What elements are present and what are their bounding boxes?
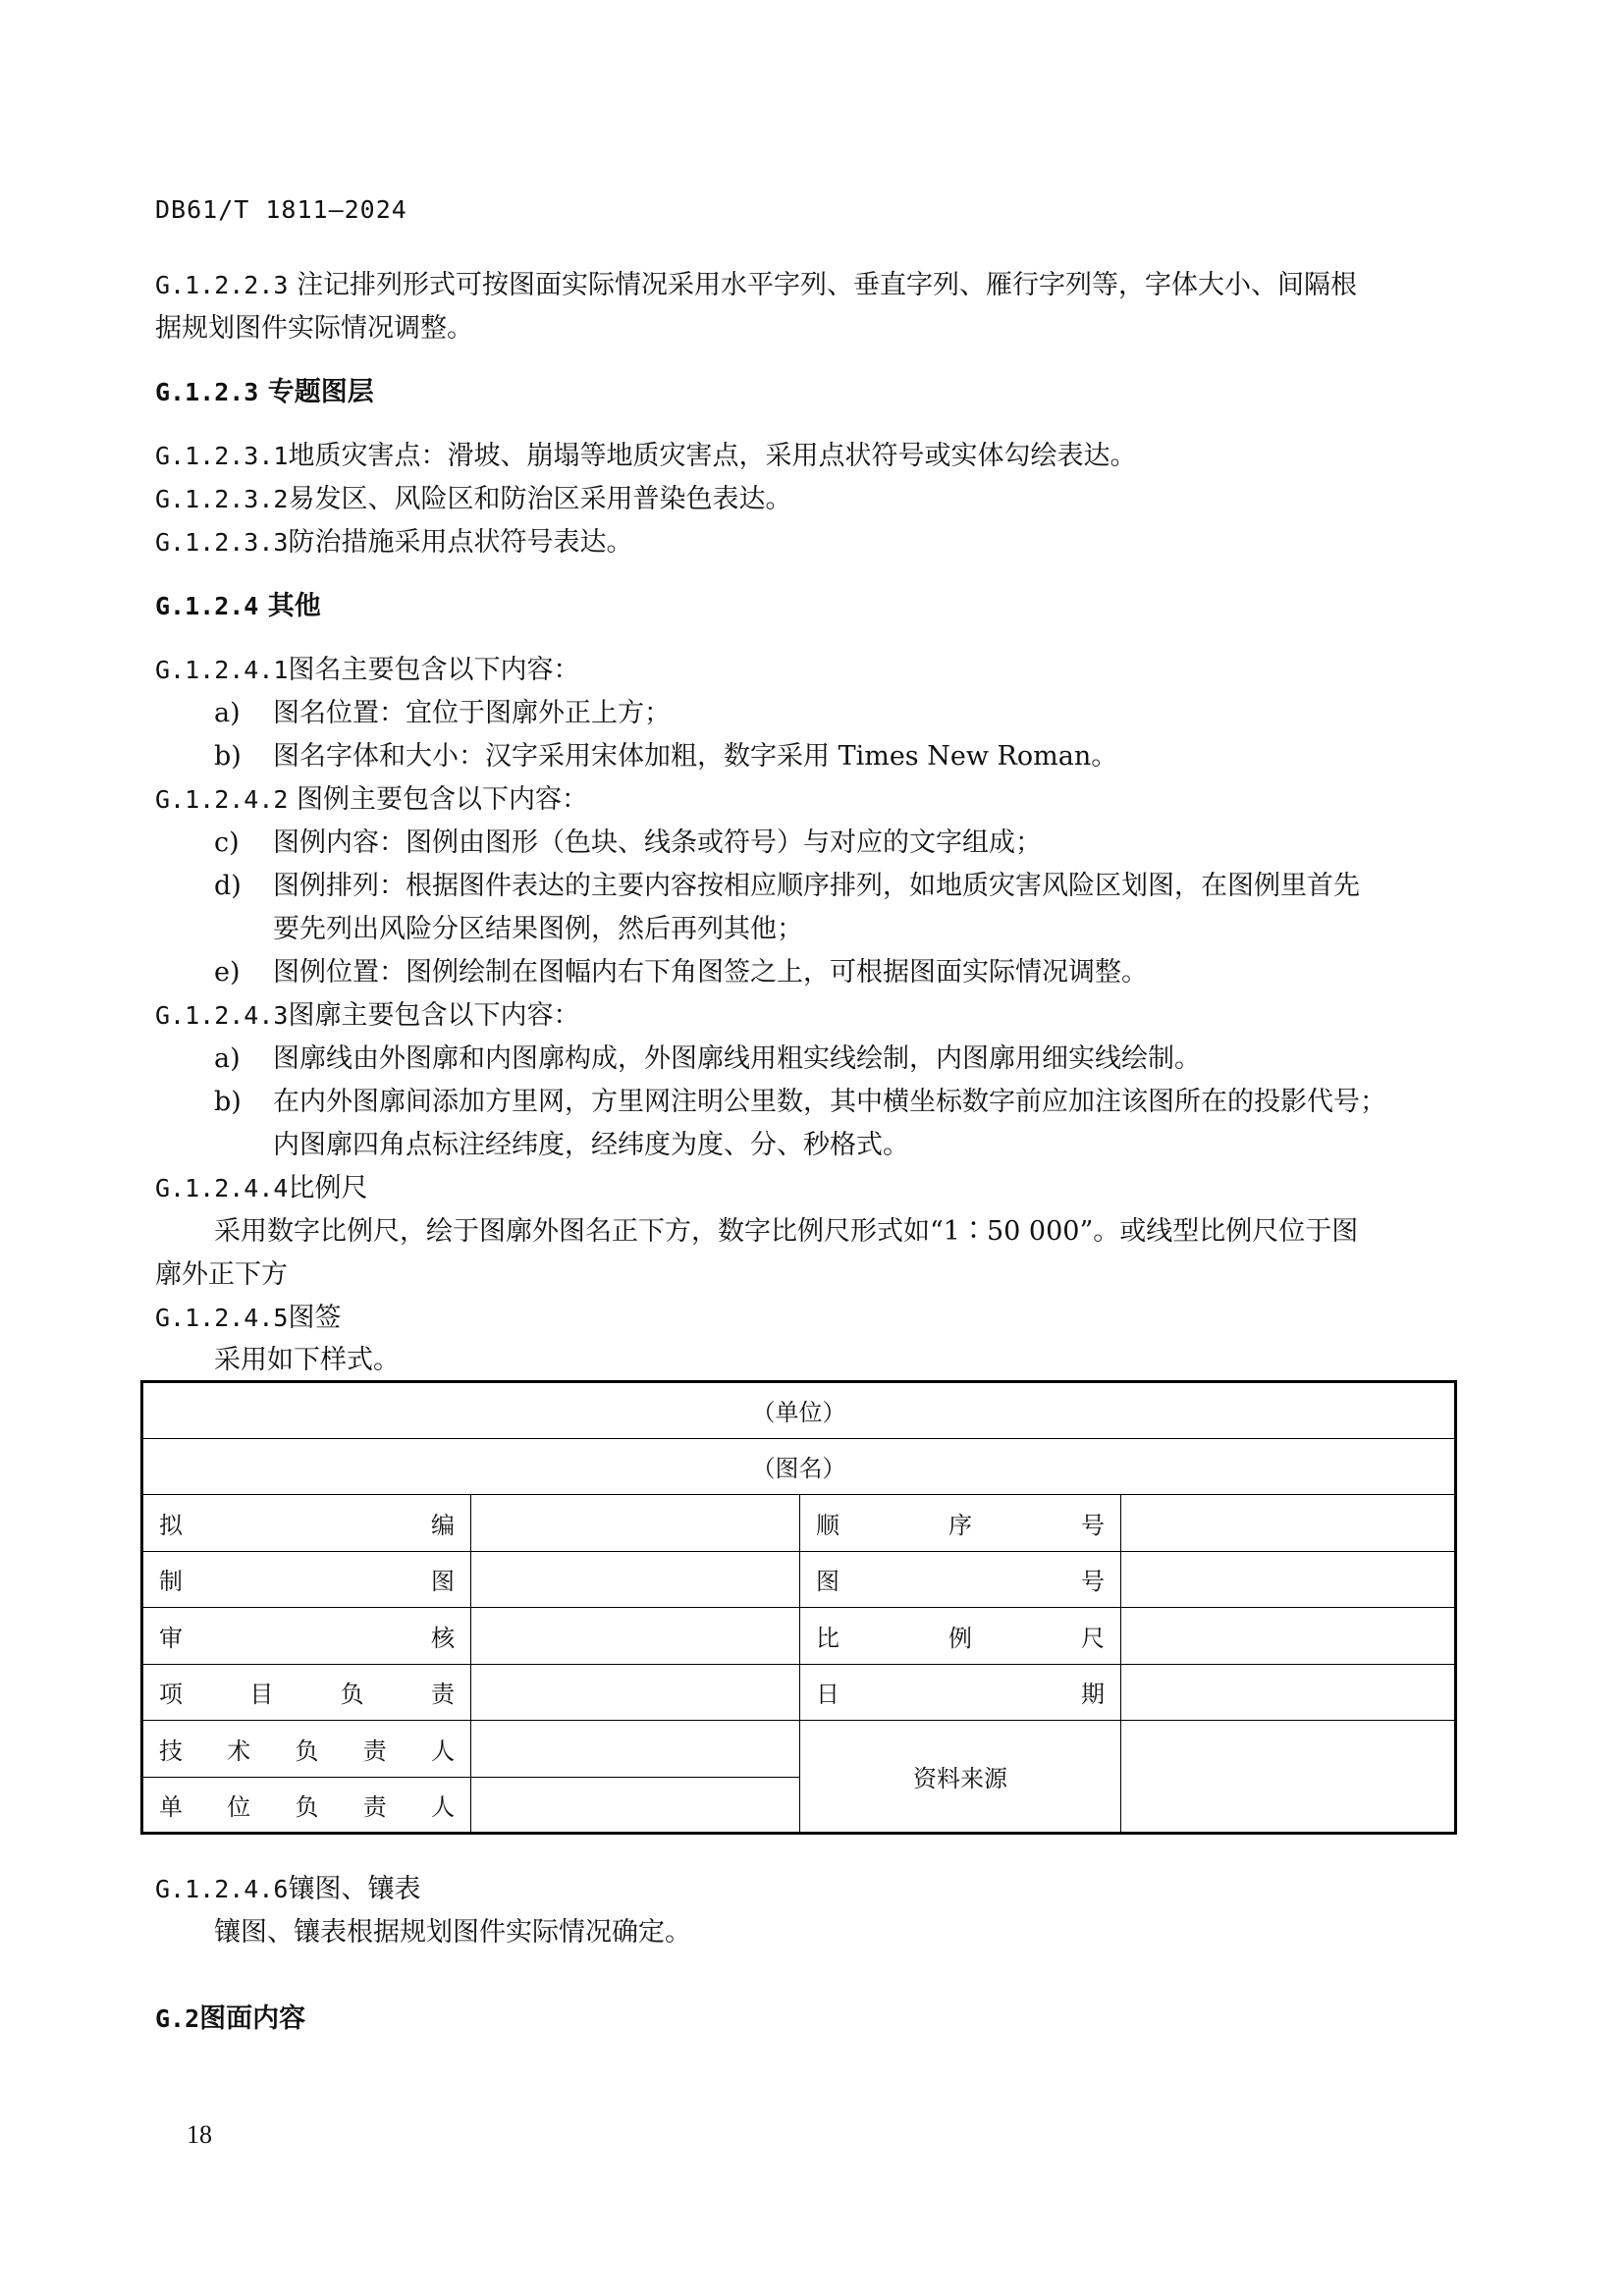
list-item-label: a) bbox=[214, 698, 241, 728]
unit-cell: （单位） bbox=[142, 1382, 1456, 1439]
heading-title: 专题图层 bbox=[267, 377, 374, 407]
clause-number: G.1.2.4.4 bbox=[155, 1174, 289, 1202]
source-cell: 资料来源 bbox=[800, 1721, 1121, 1834]
label-cell-unit-lead: 单位负责人 bbox=[142, 1777, 471, 1834]
clause-text: 注记排列形式可按图面实际情况采用水平字列、垂直字列、雁行字列等，字体大小、间隔根 bbox=[297, 270, 1358, 300]
heading-g123 bbox=[155, 371, 374, 414]
list-item bbox=[0, 1038, 1624, 1081]
clause-number: G.2 bbox=[155, 2004, 200, 2033]
list-item-label: b) bbox=[214, 1087, 242, 1117]
value-cell bbox=[471, 1664, 800, 1721]
table-row bbox=[142, 1551, 1456, 1608]
heading-title: 图面内容 bbox=[199, 2003, 306, 2034]
document-code: DB61/T 1811—2024 bbox=[155, 195, 407, 224]
clause-number: G.1.2.4.3 bbox=[155, 1001, 289, 1030]
clause-text: 易发区、风险区和防治区采用普染色表达。 bbox=[288, 484, 792, 514]
clause-title: 镶图、镶表 bbox=[288, 1874, 421, 1904]
clause-number: G.1.2.3.3 bbox=[155, 528, 289, 557]
heading-g124 bbox=[155, 585, 321, 628]
label-cell-project-lead: 项目负责 bbox=[142, 1664, 471, 1721]
value-cell bbox=[471, 1551, 800, 1608]
label-cell-map-no: 图号 bbox=[800, 1551, 1121, 1608]
clause-title: 图签 bbox=[288, 1303, 342, 1333]
list-item bbox=[0, 822, 1624, 865]
label-cell-scale: 比例尺 bbox=[800, 1608, 1121, 1665]
heading-g2 bbox=[155, 1998, 305, 2041]
para-g1223 bbox=[155, 264, 1357, 307]
label-cell-sequence-no: 顺序号 bbox=[800, 1495, 1121, 1552]
label-cell-drawn: 制图 bbox=[142, 1551, 471, 1608]
title-block-table bbox=[140, 1380, 1457, 1835]
clause-number: G.1.2.3.2 bbox=[155, 485, 289, 513]
table-row bbox=[142, 1608, 1456, 1665]
list-item-continuation: 内图廓四角点标注经纬度，经纬度为度、分、秒格式。 bbox=[273, 1130, 909, 1160]
label-cell-date: 日期 bbox=[800, 1664, 1121, 1721]
table-row bbox=[142, 1664, 1456, 1721]
list-item-continuation: 要先列出风险分区结果图例，然后再列其他； bbox=[273, 914, 803, 944]
para-g1246 bbox=[155, 1868, 420, 1911]
clause-text: 图例主要包含以下内容： bbox=[297, 784, 589, 815]
list-item-label: c) bbox=[214, 828, 240, 858]
list-item-text: 图例内容：图例由图形（色块、线条或符号）与对应的文字组成； bbox=[273, 828, 1042, 858]
para-g1233 bbox=[155, 521, 632, 564]
para-g1244 bbox=[155, 1167, 367, 1210]
clause-number: G.1.2.3.1 bbox=[155, 442, 289, 470]
table-row bbox=[142, 1382, 1456, 1439]
clause-number: G.1.2.4.1 bbox=[155, 656, 289, 684]
list-item-text: 图名位置：宜位于图廓外正上方； bbox=[273, 698, 671, 728]
para-g1243 bbox=[155, 994, 579, 1038]
table-row bbox=[142, 1438, 1456, 1495]
list-item bbox=[0, 865, 1624, 908]
list-item bbox=[0, 951, 1624, 994]
para-g1245-text: 采用如下样式。 bbox=[214, 1345, 400, 1375]
clause-number: G.1.2.3 bbox=[155, 378, 259, 406]
clause-text: 图廓主要包含以下内容： bbox=[288, 1000, 580, 1031]
clause-number: G.1.2.2.3 bbox=[155, 271, 289, 299]
clause-number: G.1.2.4 bbox=[155, 592, 259, 620]
list-item bbox=[0, 735, 1624, 778]
para-g1241 bbox=[155, 649, 579, 692]
heading-title: 其他 bbox=[267, 591, 321, 621]
label-cell-technical-lead: 技术负责人 bbox=[142, 1721, 471, 1778]
value-cell bbox=[1121, 1495, 1456, 1552]
para-g1244-text: 采用数字比例尺，绘于图廓外图名正下方，数字比例尺形式如“1∶50 000”。或线型比例尺位于图 bbox=[214, 1216, 1359, 1247]
value-cell bbox=[1121, 1721, 1456, 1834]
list-item-text: 图廓线由外图廓和内图廓构成，外图廓线用粗实线绘制，内图廓用细实线绘制。 bbox=[273, 1043, 1201, 1074]
list-item-label: d) bbox=[214, 871, 242, 901]
value-cell bbox=[471, 1777, 800, 1834]
value-cell bbox=[471, 1608, 800, 1665]
para-g1231 bbox=[155, 435, 1136, 478]
list-item-text: 图例位置：图例绘制在图幅内右下角图签之上，可根据图面实际情况调整。 bbox=[273, 957, 1148, 988]
value-cell bbox=[1121, 1664, 1456, 1721]
value-cell bbox=[1121, 1551, 1456, 1608]
list-item bbox=[0, 692, 1624, 735]
clause-number: G.1.2.4.2 bbox=[155, 785, 289, 814]
para-g1223-cont: 据规划图件实际情况调整。 bbox=[155, 313, 473, 344]
table-row bbox=[142, 1721, 1456, 1778]
para-g1246-text: 镶图、镶表根据规划图件实际情况确定。 bbox=[214, 1917, 691, 1948]
value-cell bbox=[471, 1721, 800, 1778]
label-cell-drafted: 拟编 bbox=[142, 1495, 471, 1552]
table-row bbox=[142, 1495, 1456, 1552]
clause-text: 地质灾害点：滑坡、崩塌等地质灾害点，采用点状符号或实体勾绘表达。 bbox=[288, 441, 1137, 471]
list-item-text: 图例排列：根据图件表达的主要内容按相应顺序排列，如地质灾害风险区划图，在图例里首先 bbox=[273, 871, 1360, 901]
clause-number: G.1.2.4.6 bbox=[155, 1875, 289, 1903]
clause-text: 图名主要包含以下内容： bbox=[288, 655, 580, 685]
para-g1232 bbox=[155, 478, 791, 521]
para-g1244-cont: 廓外正下方 bbox=[155, 1259, 288, 1290]
label-cell-reviewed: 审核 bbox=[142, 1608, 471, 1665]
list-item-label: b) bbox=[214, 741, 242, 772]
page-number: 18 bbox=[187, 2120, 212, 2149]
clause-title: 比例尺 bbox=[288, 1173, 368, 1203]
para-g1242 bbox=[155, 778, 588, 822]
value-cell bbox=[1121, 1608, 1456, 1665]
clause-text: 防治措施采用点状符号表达。 bbox=[288, 527, 633, 558]
list-item-label: a) bbox=[214, 1043, 241, 1074]
list-item-label: e) bbox=[214, 957, 241, 988]
para-g1245 bbox=[155, 1297, 341, 1340]
list-item bbox=[0, 1081, 1624, 1124]
clause-number: G.1.2.4.5 bbox=[155, 1304, 289, 1332]
value-cell bbox=[471, 1495, 800, 1552]
list-item-text: 图名字体和大小：汉字采用宋体加粗，数字采用 Times New Roman。 bbox=[273, 741, 1118, 772]
map-name-cell: （图名） bbox=[142, 1438, 1456, 1495]
list-item-text: 在内外图廓间添加方里网，方里网注明公里数，其中横坐标数字前应加注该图所在的投影代号； bbox=[273, 1087, 1386, 1117]
